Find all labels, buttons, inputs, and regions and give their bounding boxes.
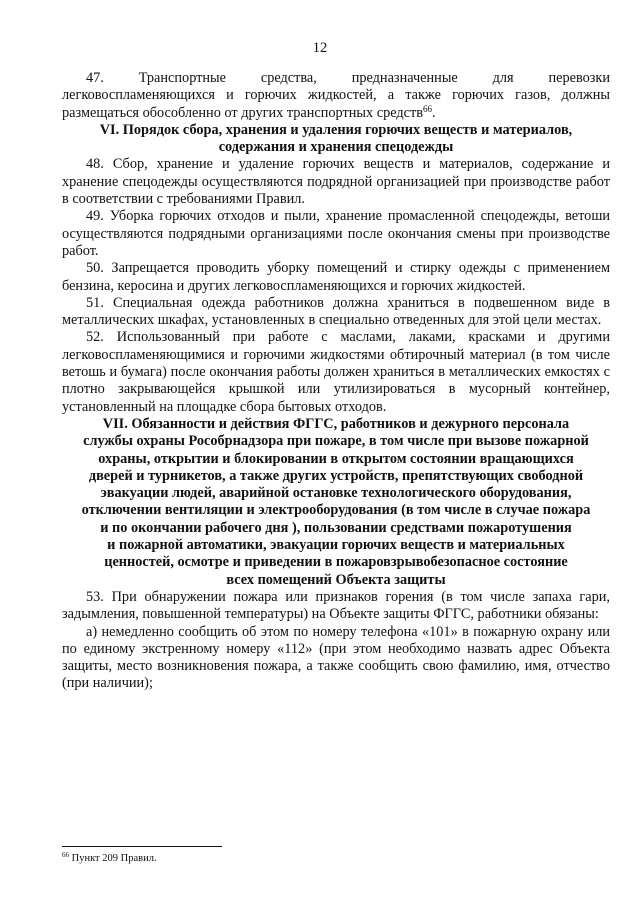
paragraph-53-a: а) немедленно сообщить об этом по номеру телефона «101» в пожарную охрану или по единому экстренному номеру «112» (при этом необходимо назвать адрес Объекта защиты, место возникновения пожара, а также сообщить свою фамилию, имя, отчество (при наличии);: [62, 623, 610, 692]
footnote-marker: 66: [62, 851, 69, 859]
document-body: [62, 70, 610, 693]
paragraph-49: 49. Уборка горючих отходов и пыли, хранение промасленной спецодежды, ветоши осуществляются подрядными организациями после окончания смены при производстве работ.: [62, 208, 610, 259]
paragraph-53: 53. При обнаружении пожара или признаков горения (в том числе запаха гари, задымления, повышенной температуры) на Объекте защиты ФГГС, работники обязаны:: [62, 588, 610, 623]
paragraph-51: 51. Специальная одежда работников должна храниться в подвешенном виде в металлических шкафах, установленных в специально отведенных для этой цели местах.: [62, 294, 610, 329]
paragraph-52: 52. Использованный при работе с маслами, лаками, красками и другими легковоспламеняющимися и горючими жидкостями обтирочный материал (в том числе ветошь и бумага) после окончания работы должен храниться в металлических емкостях с плотно закрывающейся крышкой или утилизироваться в мусорный контейнер, установленный на площадке сбора бытовых отходов.: [62, 329, 610, 415]
paragraph-48: 48. Сбор, хранение и удаление горючих веществ и материалов, содержание и хранение спецодежды осуществляются подрядной организацией при производстве работ в соответствии с требованиями Правил.: [62, 156, 610, 208]
page-number: 12: [312, 40, 328, 56]
paragraph-50: 50. Запрещается проводить уборку помещений и стирку одежды с применением бензина, керосина и других легковоспламеняющихся и горючих жидкостей.: [62, 260, 610, 294]
paragraph-47: 47. Транспортные средства, предназначенные для перевозки легковоспламеняющихся и горючих жидкостей, а также горючих газов, должны размещаться обособленно от других транспортных средств$^{66}$.: [62, 70, 610, 121]
footnote: [62, 852, 610, 865]
footnote-ref: 66: [423, 103, 432, 114]
footnote-divider: [62, 846, 222, 847]
footnote-text: Пункт 209 Правил.: [71, 853, 157, 864]
section-heading-vi: VI. Порядок сбора, хранения и удаления горючих веществ и материалов, содержания и хранения спецодежды: [99, 121, 573, 156]
section-heading-vii: VII. Обязанности и действия ФГГС, работников и дежурного персонала службы охраны Рособрнадзора при пожаре, в том числе при вызове пожарной охраны, открытии и блокировании в открытом состоянии вращающихся дверей и турникетов, а также других устройств, препятствующих свободной эвакуации людей, аварийной остановке технологического оборудования, отключении вентиляции и электрооборудования (в том числе в случае пожара и по окончании рабочего дня ), пользовании средствами пожаротушения и пожарной автоматики, эвакуации горючих веществ и материальных ценностей, осмотре и приведении в пожаровзрывобезопасное состояние всех помещений Объекта защиты: [81, 415, 591, 588]
